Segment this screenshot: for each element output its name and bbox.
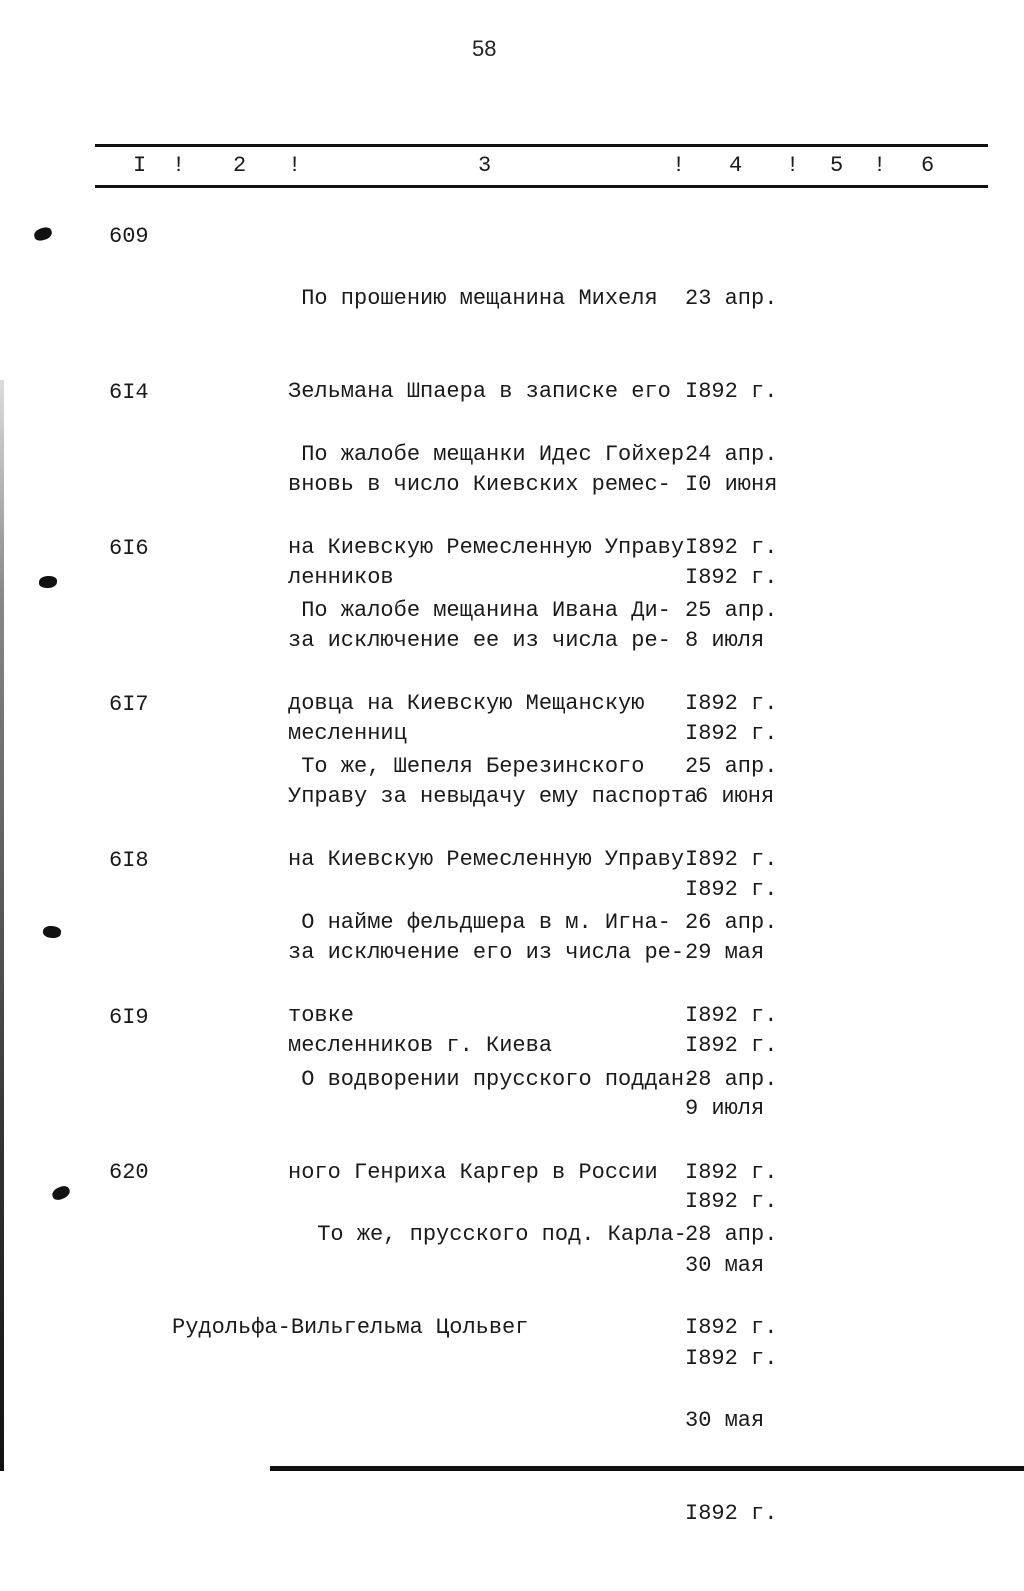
date-line: I892 г. [685,1160,778,1185]
date-line: I892 г. [685,1033,778,1058]
description-line: товке [288,1003,355,1028]
description-line: на Киевскую Ремесленную Управу [288,535,685,560]
binder-hole-icon [33,226,53,242]
description-line: вновь в число Киевских ремес- [288,472,671,497]
description-line: О водворении прусского поддан- [288,1067,698,1092]
date-line: I892 г. [685,691,778,716]
header-separator: ! [786,153,800,178]
header-col-2: 2 [233,153,247,178]
header-col-4: 4 [729,153,743,178]
date-line: I0 июня [685,472,778,497]
header-col-3: 3 [478,153,492,178]
date-line: I892 г. [685,1501,778,1526]
header-col-6: 6 [921,153,935,178]
date-line: 28 апр. [685,1222,778,1247]
description-line: То же, Шепеля Березинского [288,754,645,779]
description-line: ленников [288,565,394,590]
header-separator: ! [172,153,186,178]
description-line: По жалобе мещанина Ивана Ди- [288,598,671,623]
header-separator: ! [873,153,887,178]
date-line: 29 мая [685,940,765,965]
page-bottom-rule [270,1466,1024,1471]
date-line: 6 июня [695,784,775,809]
description-line: месленников г. Киева [288,1033,553,1058]
header-separator: ! [672,153,686,178]
table-header-rule [95,185,988,188]
entry-number: 6I7 [109,692,149,717]
description-line: за исключение ее из числа ре- [288,628,671,653]
date-line: 30 мая [685,1253,765,1278]
date-line: 26 апр. [685,910,778,935]
date-line: 8 июля [685,628,765,653]
entry-description [172,1157,687,1405]
scan-edge-shadow [0,380,4,1471]
date-line: 28 апр. [685,1067,778,1092]
header-separator: ! [288,153,302,178]
entry-number: 6I4 [109,380,149,405]
entry-number: 6I8 [109,848,149,873]
description-line: Управу за невыдачу ему паспорта [288,784,698,809]
binder-hole-icon [50,1184,71,1201]
header-col-5: 5 [830,153,844,178]
date-line: I892 г. [685,535,778,560]
description-line: ного Генриха Каргер в России [288,1160,658,1185]
date-line: I892 г. [685,565,778,590]
date-line: 9 июля [685,1096,765,1121]
description-line: Зельмана Шпаера в записке его [288,379,671,404]
entry-number: 6I9 [109,1005,149,1030]
date-line: I892 г. [685,379,778,404]
description-line: То же, прусского под. Карла- [172,1222,687,1247]
entry-number: 609 [109,224,149,249]
header-col-1: I [133,153,147,178]
binder-hole-icon [39,576,57,588]
date-line: 24 апр. [685,442,778,467]
description-line: на Киевскую Ремесленную Управу [288,847,685,872]
date-line: I892 г. [685,847,778,872]
description-line: Рудольфа-Вильгельма Цольвег [172,1315,529,1340]
date-line: I892 г. [685,1315,778,1340]
entry-number: 620 [109,1160,149,1185]
page-number: 58 [472,36,497,61]
description-line: месленниц [288,721,407,746]
date-line: I892 г. [685,877,778,902]
description-line: за исключение его из числа ре- [288,940,685,965]
date-line: 23 апр. [685,286,778,311]
date-line: 30 мая [685,1408,765,1433]
entry-number: 6I6 [109,536,149,561]
description-line: По прошению мещанина Михеля [288,286,658,311]
date-line: I892 г. [685,1189,778,1214]
table-top-rule [95,144,988,147]
date-line: 25 апр. [685,598,778,623]
description-line: довца на Киевскую Мещанскую [288,691,645,716]
date-line: I892 г. [685,721,778,746]
entry-dates [685,1157,777,1591]
binder-hole-icon [42,925,62,940]
description-line: По жалобе мещанки Идес Гойхер [288,442,685,467]
description-line: О найме фельдшера в м. Игна- [288,910,671,935]
date-line: I892 г. [685,1003,778,1028]
date-line: 25 апр. [685,754,778,779]
date-line: I892 г. [685,1346,778,1371]
